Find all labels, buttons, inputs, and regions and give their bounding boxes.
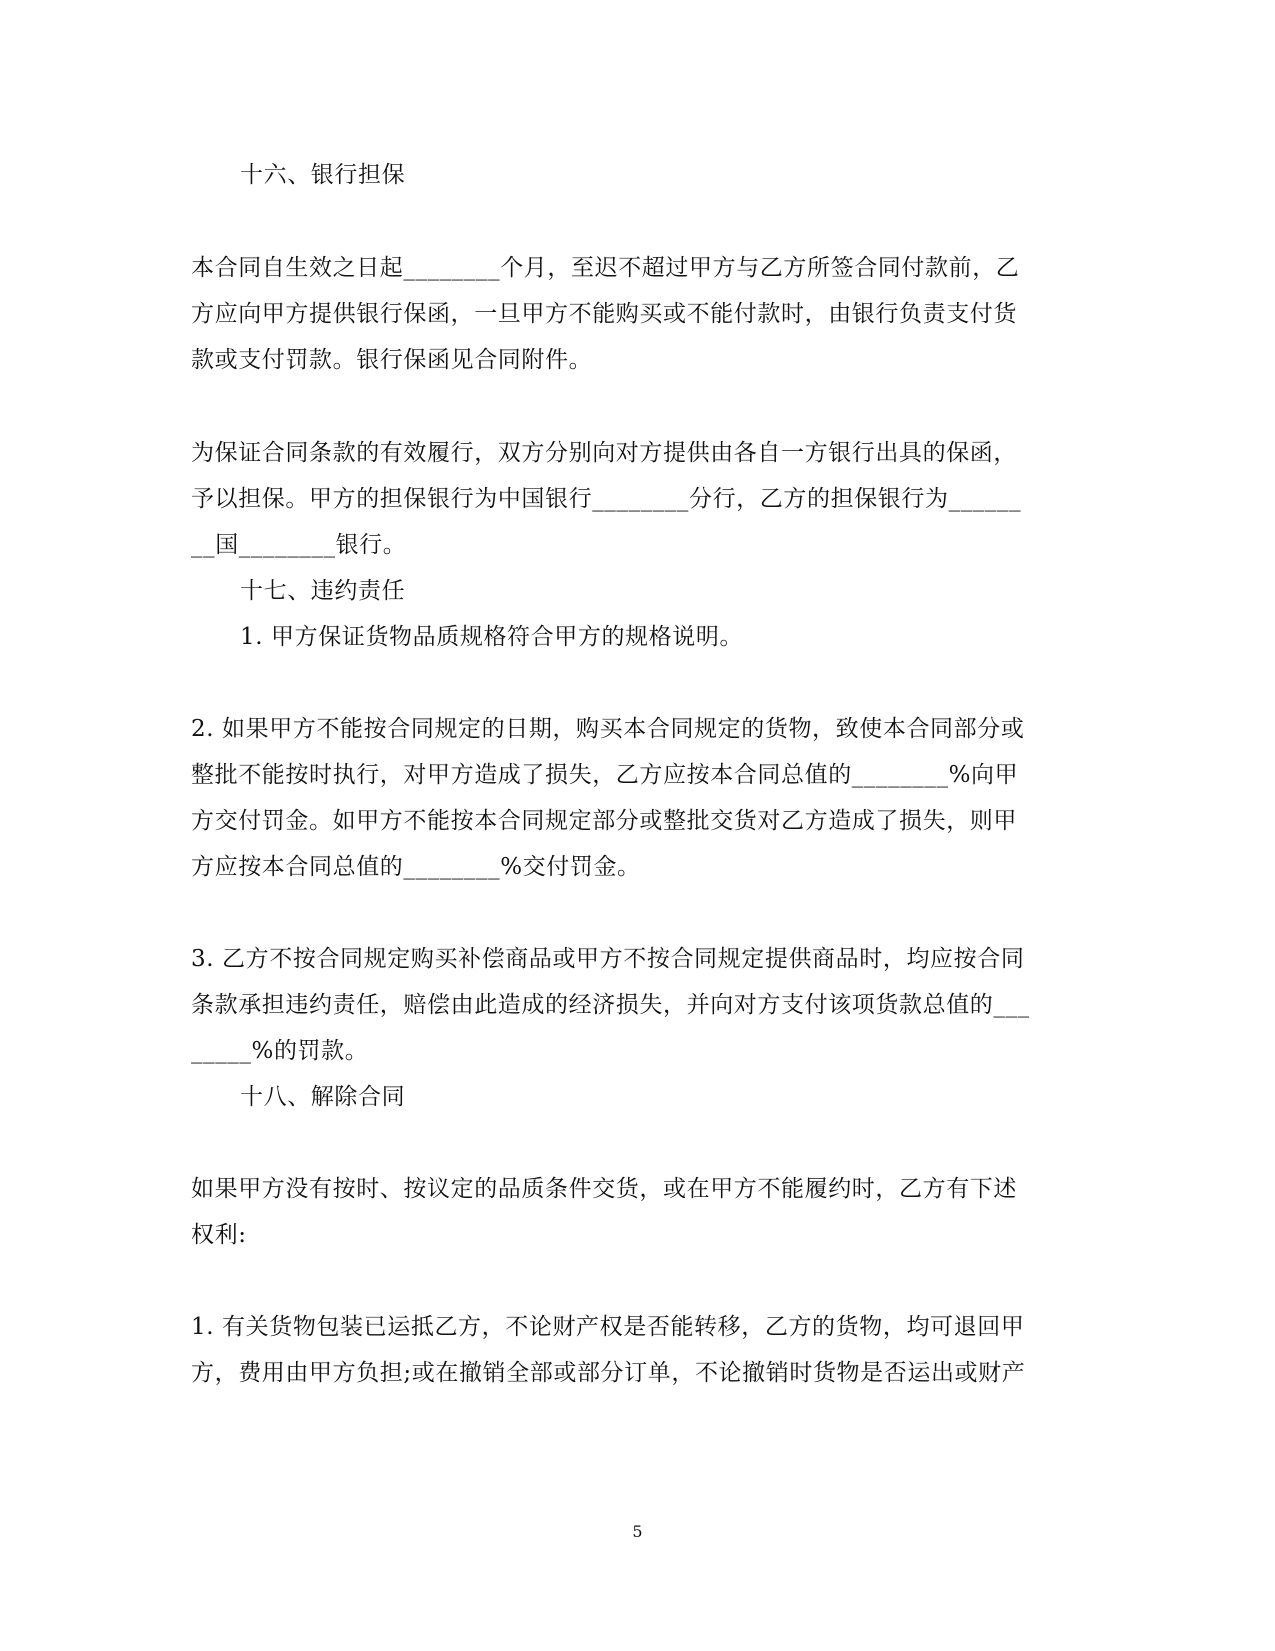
paragraph-line: 如果甲方没有按时、按议定的品质条件交货，或在甲方不能履约时，乙方有下述: [191, 1176, 1017, 1202]
paragraph-line: 3. 乙方不按合同规定购买补偿商品或甲方不按合同规定提供商品时，均应按合同: [191, 946, 1025, 972]
section-heading-18: 十八、解除合同: [240, 1084, 406, 1110]
paragraph-line: __国________银行。: [191, 532, 407, 558]
paragraph-line: 本合同自生效之日起________个月，至迟不超过甲方与乙方所签合同付款前，乙: [191, 255, 1020, 281]
section-heading-17: 十七、违约责任: [240, 578, 406, 604]
page-number: 5: [632, 1522, 643, 1541]
paragraph-line: _____%的罚款。: [191, 1038, 369, 1064]
paragraph-line: 方，费用由甲方负担;或在撤销全部或部分订单，不论撤销时货物是否运出或财产: [191, 1360, 1026, 1386]
section-heading-16: 十六、银行担保: [240, 162, 406, 188]
paragraph-line: 条款承担违约责任，赔偿由此造成的经济损失，并向对方支付该项货款总值的___: [191, 992, 1030, 1018]
paragraph-line: 为保证合同条款的有效履行，双方分别向对方提供由各自一方银行出具的保函，: [191, 440, 1017, 466]
paragraph-line: 权利:: [191, 1222, 247, 1248]
paragraph-line: 予以担保。甲方的担保银行为中国银行________分行，乙方的担保银行为______: [191, 486, 1022, 512]
paragraph-line: 整批不能按时执行，对甲方造成了损失，乙方应按本合同总值的________%向甲: [191, 762, 1019, 788]
paragraph-line: 方应按本合同总值的________%交付罚金。: [191, 854, 641, 880]
paragraph-line: 1. 有关货物包装已运抵乙方，不论财产权是否能转移，乙方的货物，均可退回甲: [191, 1314, 1025, 1340]
paragraph-line: 方应向甲方提供银行保函，一旦甲方不能购买或不能付款时，由银行负责支付货: [191, 301, 1017, 327]
paragraph-line: 2. 如果甲方不能按合同规定的日期，购买本合同规定的货物，致使本合同部分或: [191, 716, 1025, 742]
paragraph-line: 方交付罚金。如甲方不能按本合同规定部分或整批交货对乙方造成了损失，则甲: [191, 808, 1017, 834]
paragraph-line: 款或支付罚款。银行保函见合同附件。: [191, 347, 593, 373]
clause-item-1: 1. 甲方保证货物品质规格符合甲方的规格说明。: [240, 624, 744, 650]
